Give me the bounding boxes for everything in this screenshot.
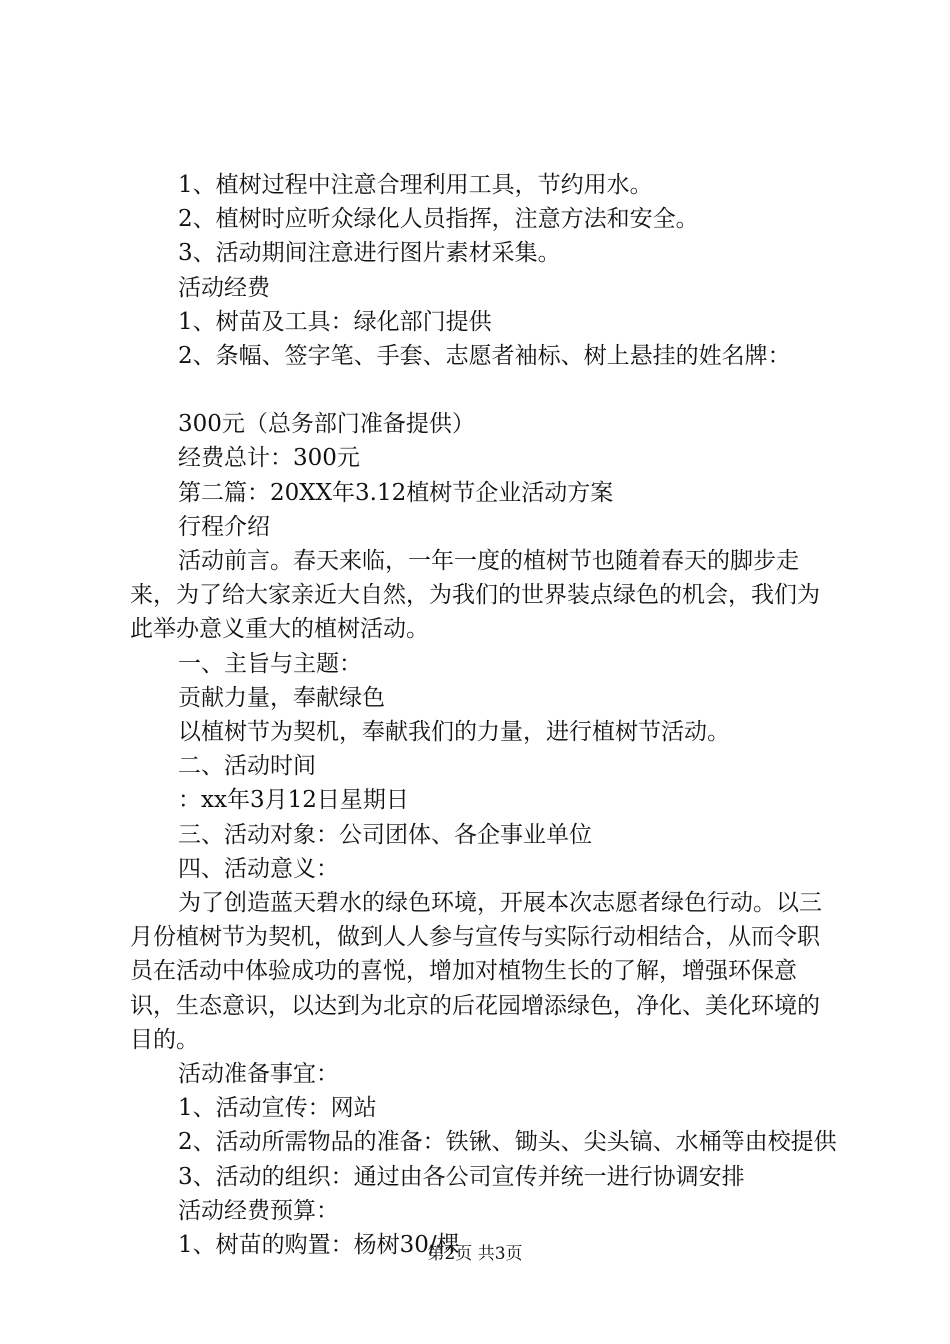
body-line: 经费总计：300元 xyxy=(178,445,360,472)
document-body xyxy=(130,168,842,1262)
section-heading: 活动经费预算： xyxy=(178,1197,339,1224)
body-line: 以植树节为契机，奉献我们的力量，进行植树节活动。 xyxy=(178,719,730,746)
section-heading: 二、活动时间 xyxy=(178,753,316,780)
body-line: 3、活动期间注意进行图片素材采集。 xyxy=(178,240,561,267)
body-line: 3、活动的组织：通过由各公司宣传并统一进行协调安排 xyxy=(178,1163,745,1190)
body-line: 1、植树过程中注意合理利用工具，节约用水。 xyxy=(178,172,653,198)
paragraph: 为了创造蓝天碧水的绿色环境，开展本次志愿者绿色行动。以三月份植树节为契机，做到人人参与宣传与实际行动相结合，从而令职员在活动中体验成功的喜悦，增加对植物生长的了解，增强环保意识，生态意识，以达到为北京的后花园增添绿色，净化、美化环境的目的。 xyxy=(130,890,822,1053)
paragraph: 活动前言。春天来临，一年一度的植树节也随着春天的脚步走来，为了给大家亲近大自然，为我们的世界装点绿色的机会，我们为此举办意义重大的植树活动。 xyxy=(130,548,820,643)
section-heading: 行程介绍 xyxy=(178,513,270,540)
body-line: 2、条幅、签字笔、手套、志愿者袖标、树上悬挂的姓名牌： xyxy=(178,343,791,370)
section-heading: 一、主旨与主题： xyxy=(178,650,362,677)
paragraph: 2、活动所需物品的准备：铁锹、锄头、尖头镐、水桶等由校提供 xyxy=(178,1129,837,1156)
section-heading: 活动准备事宜： xyxy=(178,1061,339,1088)
body-line: 1、树苗及工具：绿化部门提供 xyxy=(178,308,492,335)
chapter-title: 第二篇：20XX年3.12植树节企业活动方案 xyxy=(178,479,614,506)
body-line: 1、树苗的购置：杨树30/棵 xyxy=(178,1232,460,1259)
section-heading: 四、活动意义： xyxy=(178,855,339,882)
body-line: 2、植树时应听众绿化人员指挥，注意方法和安全。 xyxy=(178,206,699,233)
page-number-footer: 第2页 共3页 xyxy=(427,1244,523,1264)
blank-line xyxy=(130,373,842,407)
section-heading: 三、活动对象：公司团体、各企事业单位 xyxy=(178,821,592,848)
section-heading: 活动经费 xyxy=(178,274,270,301)
body-line: 贡献力量，奉献绿色 xyxy=(178,684,385,711)
body-line: 300元（总务部门准备提供） xyxy=(178,411,475,438)
body-line: ：xx年3月12日星期日 xyxy=(178,787,409,814)
body-line: 1、活动宣传：网站 xyxy=(178,1095,377,1122)
